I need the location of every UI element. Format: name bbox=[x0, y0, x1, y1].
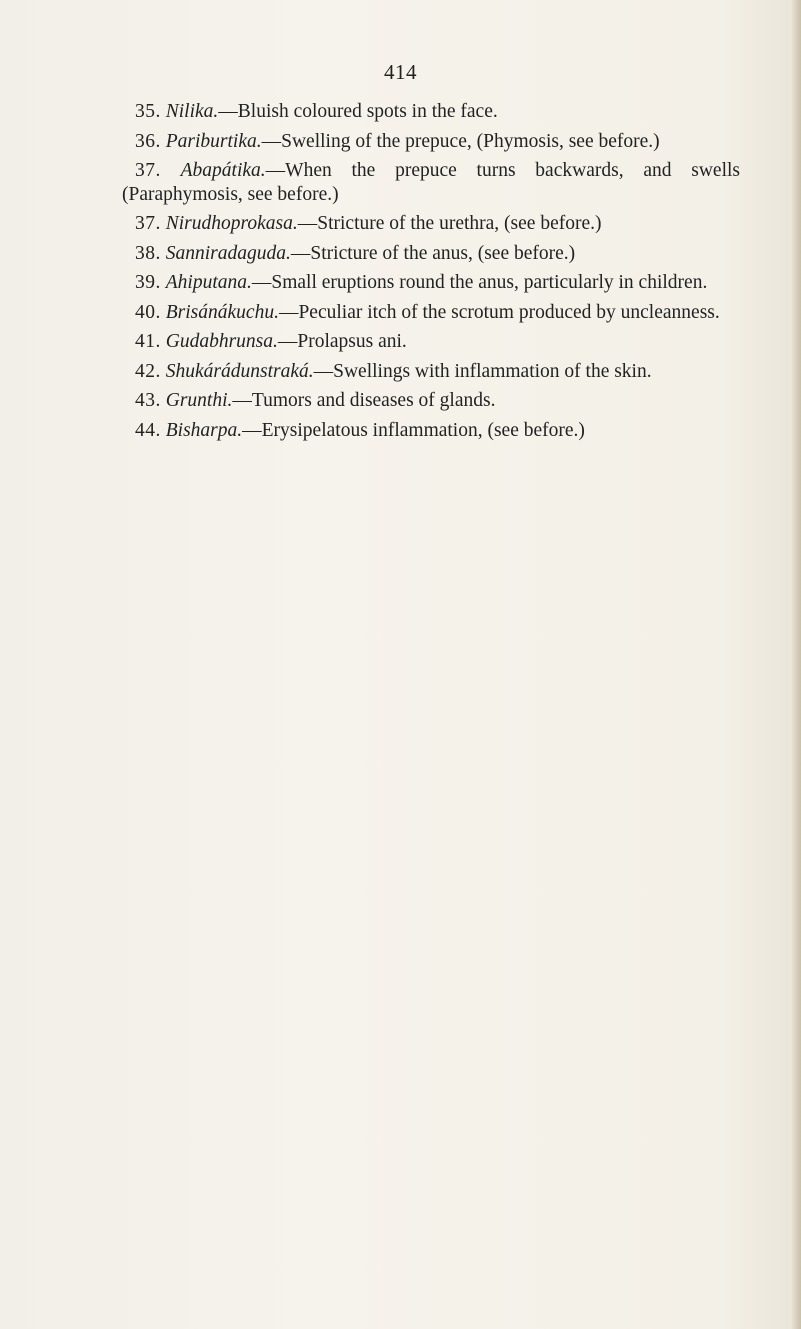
glossary-entry bbox=[122, 360, 740, 384]
glossary-entry bbox=[122, 419, 740, 443]
glossary-entry bbox=[122, 330, 740, 354]
entry-term: Abapátika. bbox=[180, 160, 266, 181]
page-edge-shadow bbox=[791, 0, 801, 1329]
glossary-entry bbox=[122, 242, 740, 266]
entry-definition: —Swellings with inflammation of the skin. bbox=[313, 360, 652, 382]
page-number: 414 bbox=[384, 60, 417, 84]
glossary-entry bbox=[122, 212, 740, 236]
entry-number: 37. bbox=[135, 213, 161, 234]
entry-definition: —Bluish coloured spots in the face. bbox=[218, 101, 498, 122]
glossary-entries bbox=[122, 100, 740, 448]
entry-definition: —Stricture of the anus, (see before.) bbox=[290, 242, 576, 264]
glossary-entry bbox=[122, 159, 740, 206]
entry-definition: —Tumors and diseases of glands. bbox=[232, 390, 496, 411]
entry-number: 42. bbox=[135, 360, 161, 382]
entry-term: Gudabhrunsa. bbox=[165, 331, 278, 352]
glossary-entry bbox=[122, 389, 740, 413]
entry-number: 37. bbox=[135, 160, 161, 181]
entry-definition: —Prolapsus ani. bbox=[277, 331, 407, 352]
entry-number: 39. bbox=[135, 272, 161, 293]
glossary-entry bbox=[122, 130, 740, 154]
entry-number: 38. bbox=[135, 242, 161, 264]
entry-number: 35. bbox=[135, 101, 161, 122]
entry-term: Nilika. bbox=[165, 101, 219, 122]
entry-definition: —Small eruptions round the anus, particularly in children. bbox=[251, 272, 708, 293]
entry-number: 36. bbox=[135, 130, 161, 152]
entry-term: Brisánákuchu. bbox=[165, 301, 279, 323]
entry-term: Ahiputana. bbox=[165, 272, 252, 293]
entry-term: Pariburtika. bbox=[165, 130, 262, 152]
entry-number: 44. bbox=[135, 419, 161, 441]
entry-definition: —Erysipelatous inflammation, (see before.) bbox=[242, 419, 585, 441]
entry-number: 40. bbox=[135, 301, 161, 323]
glossary-entry bbox=[122, 271, 740, 295]
entry-term: Shukárádunstraká. bbox=[165, 360, 314, 382]
entry-term: Nirudhoprokasa. bbox=[165, 213, 298, 234]
entry-definition: —Stricture of the urethra, (see before.) bbox=[297, 213, 602, 234]
entry-definition: —Peculiar itch of the scrotum produced by uncleanness. bbox=[278, 301, 720, 323]
glossary-entry bbox=[122, 301, 740, 325]
entry-number: 43. bbox=[135, 390, 161, 411]
entry-term: Sanniradaguda. bbox=[165, 242, 291, 264]
entry-term: Grunthi. bbox=[165, 390, 233, 411]
entry-term: Bisharpa. bbox=[165, 419, 243, 441]
entry-definition: —When the prepuce turns backwards, and swells (Paraphymosis, see before.) bbox=[122, 160, 740, 205]
entry-definition: —Swelling of the prepuce, (Phymosis, see before.) bbox=[261, 130, 660, 152]
entry-number: 41. bbox=[135, 331, 161, 352]
glossary-entry bbox=[122, 100, 740, 124]
